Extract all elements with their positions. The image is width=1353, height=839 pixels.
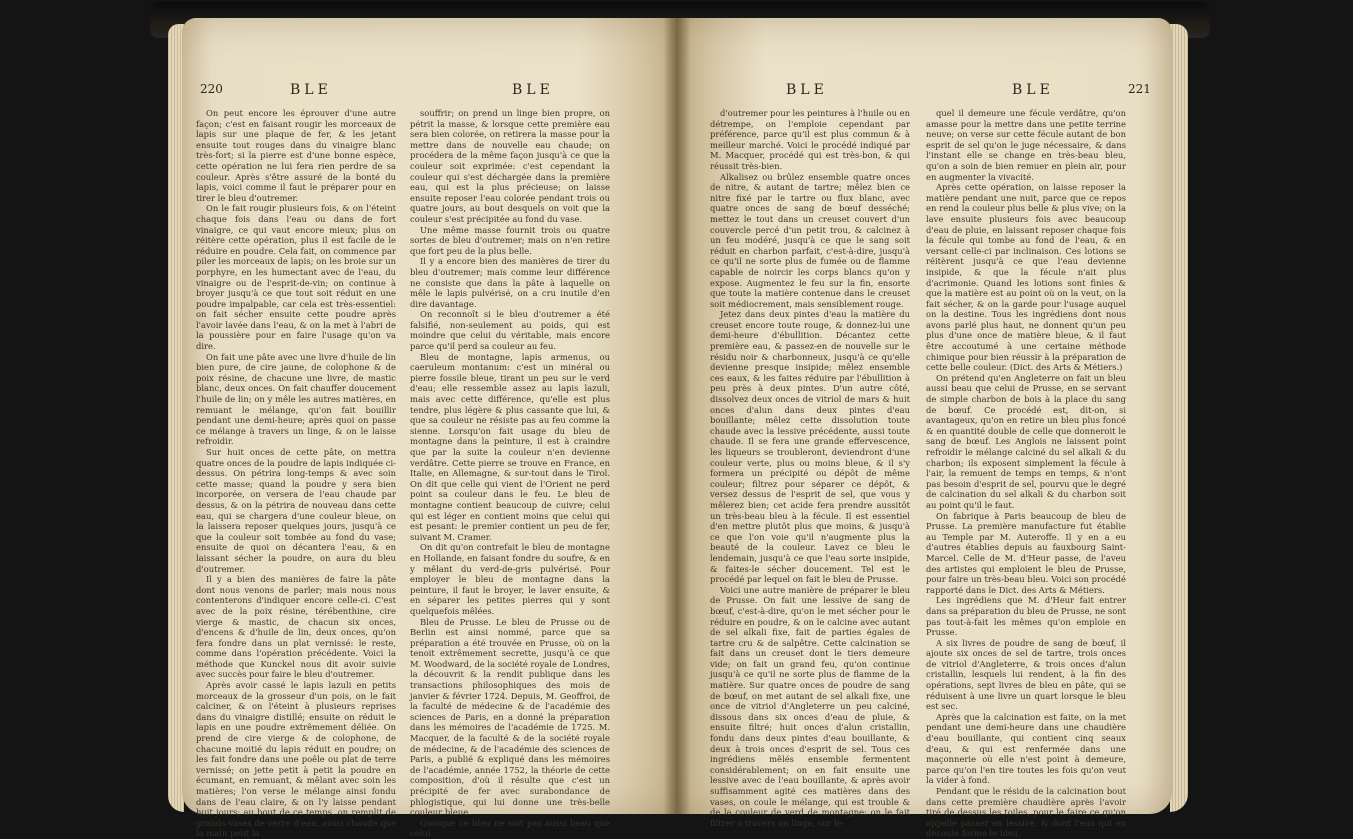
paragraph: Quoique ce bleu ne soit pas aussi beau que celui bbox=[410, 817, 610, 839]
paragraph: Après avoir cassé le lapis lazuli en petits morceaux de la grosseur d'un pois, on le fait calciner, & on l'éteint à plusieurs reprises dans du vinaigre distillé; ensuite on réduit le lapis en une poudre extrêmement déliée. On prend de cire vierge & de colophone, de chacune moitié du lapis réduit en poudre; on les fait fondre dans une poêle ou plat de terre vernissé; on jette petit à petit la poudre en écumant, en remuant, & mêlant avec soin les matières; l'on verse le mélange ainsi fondu dans de l'eau claire, & on l'y laisse pendant huit jours; au bout de ce temps, on remplit de grands vases de verre d'eau, aussi chaude que la main peut la bbox=[196, 680, 396, 839]
paragraph: Après cette opération, on laisse reposer la matière pendant une nuit, parce que ce repos en rend la couleur plus belle & plus vive; on la lave ensuite plusieurs fois avec beaucoup d'eau de pluie, en laissant reposer chaque fois la fécule qui tombe au fond de l'eau, & en versant celle-ci par inclinaison. Ces lotions se réitèrent jusqu'à ce que l'eau devienne insipide, & que la fécule n'ait plus d'acrimonie. Quand les lotions sont finies & que la matière est au point où on la veut, on la fait sécher, & on la garde pour l'usage auquel on la destine. Tous les ingrédiens dont nous avons parlé plus haut, ne donnent qu'un peu plus d'une once de matière bleue, & il faut être accoutumé à une certaine méthode chimique pour bien réussir à la préparation de cette belle couleur. (Dict. des Arts & Métiers.) bbox=[926, 182, 1126, 373]
paragraph: On peut encore les éprouver d'une autre façon; c'est en faisant rougir les morceaux de lapis sur une plaque de fer, & les jetant ensuite tout rouges dans du vinaigre blanc très-fort; si la pierre est d'une bonne espèce, cette opération ne lui fera rien perdre de sa couleur. Après s'être assuré de la bonté du lapis, voici comme il faut le préparer pour en tirer le bleu d'outremer. bbox=[196, 108, 396, 203]
right-page-edges bbox=[1170, 24, 1188, 812]
right-running-header-1: BLE bbox=[786, 82, 828, 98]
left-column-1 bbox=[196, 108, 396, 839]
book-gutter bbox=[664, 18, 690, 814]
paragraph: Bleu de montagne, lapis armenus, ou caeruleum montanum: c'est un minéral ou pierre fossile bleue, tirant un peu sur le verd d'eau; elle ressemble assez au lapis lazuli, mais avec cette différence, qu'elle est plus tendre, plus légère & plus cassante que lui, & que sa couleur ne résiste pas au feu comme la sienne. Lorsqu'on fait usage du bleu de montagne dans la peinture, il est à craindre que par la suite la couleur n'en devienne verdâtre. Cette pierre se trouve en France, en Italie, en Allemagne, & sur-tout dans le Tirol. On dit que celle qui vient de l'Orient ne perd point sa couleur dans le feu. Le bleu de montagne contient beaucoup de cuivre; celui qui est léger en contient moins que celui qui est pesant: le premier contient un peu de fer, suivant M. Cramer. bbox=[410, 351, 610, 542]
paragraph: On le fait rougir plusieurs fois, & on l'éteint chaque fois dans l'eau ou dans de fort vinaigre, ce qui vaut encore mieux; plus on réitère cette opération, plus il est facile de le réduire en poudre. Cela fait, on commence par piler les morceaux de lapis; on les broie sur un porphyre, en les humectant avec de l'eau, du vinaigre ou de l'esprit-de-vin; on continue à broyer jusqu'à ce que tout soit réduit en une poudre impalpable, car cela est très-essentiel: on fait sécher ensuite cette poudre après l'avoir lavée dans l'eau, & on la met à l'abri de la poussière pour en faire l'usage qu'on va dire. bbox=[196, 203, 396, 352]
paragraph: On dit qu'on contrefait le bleu de montagne en Hollande, en faisant fondre du soufre, & en y mêlant du verd-de-gris pulvérisé. Pour employer le bleu de montagne dans la peinture, il faut le broyer, le laver ensuite, & en séparer les petites pierres qui y sont quelquefois mêlées. bbox=[410, 542, 610, 616]
paragraph: Il y a bien des manières de faire la pâte dont nous venons de parler; mais nous nous contenterons d'indiquer encore celle-ci. C'est avec de la poix résine, térébenthine, cire vierge & mastic, de chacun six onces, d'encens & d'huile de lin, deux onces, qu'on fera fondre dans un plat vernissé: le reste, comme dans l'opération précédente. Voici la méthode que Kunckel nous dit avoir suivie avec succès pour faire le bleu d'outremer. bbox=[196, 574, 396, 680]
paragraph: On reconnoît si le bleu d'outremer a été falsifié, non-seulement au poids, qui est moindre que celui du véritable, mais encore parce qu'il perd sa couleur au feu. bbox=[410, 309, 610, 352]
right-page-number: 221 bbox=[1128, 82, 1151, 96]
paragraph: Sur huit onces de cette pâte, on mettra quatre onces de la poudre de lapis indiquée ci-dessus. On pétrira long-temps & avec soin cette masse; quand la poudre y sera bien incorporée, on versera de l'eau chaude par dessus, & on la pétrira de nouveau dans cette eau, qui se chargera d'une couleur bleue, on la laissera reposer quelques jours, jusqu'à ce que la couleur soit tombée au fond du vase; ensuite de quoi on décantera l'eau, & en laissant sécher la poudre, on aura du bleu d'outremer. bbox=[196, 447, 396, 574]
paragraph: Bleu de Prusse. Le bleu de Prusse ou de Berlin est ainsi nommé, parce que sa préparation a été trouvée en Prusse, où on la tenoit extrêmement secrette, jusqu'à ce que M. Woodward, de la société royale de Londres, la découvrit & la rendit publique dans les transactions philosophiques des mois de janvier & février 1724. Depuis, M. Geoffroi, de la faculté de médecine & de l'académie des sciences de Paris, en a donné la préparation dans les mémoires de l'académie de 1725. M. Macquer, de la faculté & de la société royale de médecine, & de l'académie des sciences de Paris, a publié & expliqué dans les mémoires de l'académie, année 1752, la théorie de cette composition, d'où il résulte que c'est un précipité de fer avec surabondance de phlogistique, qui lui donne une très-belle couleur bleue. bbox=[410, 616, 610, 818]
paragraph: quel il demeure une fécule verdâtre, qu'on amasse pour la mettre dans une petite terrine neuve; on verse sur cette fécule autant de bon esprit de sel qu'on le juge nécessaire, & dans l'instant elle se change en très-beau bleu, qu'on a soin de bien remuer en plein air, pour en augmenter la vivacité. bbox=[926, 108, 1126, 182]
left-running-header-1: BLE bbox=[290, 82, 332, 98]
paragraph: Alkalisez ou brûlez ensemble quatre onces de nitre, & autant de tartre; mêlez bien ce nitre fixé par le tartre ou flux blanc, avec quatre onces de sang de bœuf desséché; mettez le tout dans un creuset couvert d'un couvercle percé d'un petit trou, & calcinez à un feu modéré, jusqu'à ce que le sang soit réduit en charbon parfait, c'est-à-dire, jusqu'à ce qu'il ne sorte plus de fumée ou de flamme capable de noircir les corps blancs qu'on y expose. Augmentez le feu sur la fin, ensorte que toute la matière contenue dans le creuset soit médiocrement, mais sensiblement rouge. bbox=[710, 171, 910, 309]
paragraph: souffrir; on prend un linge bien propre, on pétrit la masse, & lorsque cette première eau sera bien colorée, on retirera la masse pour la mettre dans de nouvelle eau chaude; on procédera de la même façon jusqu'à ce que la couleur soit exprimée: c'est cependant la couleur qui s'est déchargée dans la première eau, qui est la plus précieuse; on laisse ensuite reposer l'eau colorée pendant trois ou quatre jours, au bout desquels on voit que la couleur s'est précipitée au fond du vase. bbox=[410, 108, 610, 224]
paragraph: On fabrique à Paris beaucoup de bleu de Prusse. La première manufacture fut établie au Temple par M. Auteroffe. Il y en a eu d'autres établies depuis au fauxbourg Saint-Marcel. Celle de M. d'Heur passe, de l'aveu des artistes qui emploient le bleu de Prusse, pour faire un très-beau bleu. Voici son procédé rapporté dans le Dict. des Arts & Métiers. bbox=[926, 510, 1126, 595]
left-page-number: 220 bbox=[200, 82, 223, 96]
right-page bbox=[676, 18, 1172, 839]
left-page bbox=[182, 18, 678, 839]
paragraph: Les ingrédiens que M. d'Heur fait entrer dans sa préparation du bleu de Prusse, ne sont pas tout-à-fait les mêmes qu'on emploie en Prusse. bbox=[926, 595, 1126, 638]
paragraph: d'outremer pour les peintures à l'huile ou en détrempe, on l'emploie cependant par préférence, parce qu'il est plus commun & à meilleur marché. Voici le procédé indiqué par M. Macquer, procédé qui est très-bon, & qui réussit très-bien. bbox=[710, 108, 910, 171]
paragraph: Il y a encore bien des manières de tirer du bleu d'outremer; mais comme leur différence ne consiste que dans la pâte à laquelle on mêle le lapis pulvérisé, on a cru inutile d'en dire davantage. bbox=[410, 256, 610, 309]
paragraph: Une même masse fournit trois ou quatre sortes de bleu d'outremer; mais on n'en retire que fort peu de la plus belle. bbox=[410, 224, 610, 256]
paragraph: On fait une pâte avec une livre d'huile de lin bien pure, de cire jaune, de colophone & de poix résine, de chacune une livre, de mastic blanc, deux onces. On fait chauffer doucement l'huile de lin; on y mêle les autres matières, en remuant le mélange, qu'on fait bouillir pendant une demi-heure; après quoi on passe ce mélange à travers un linge, & on le laisse refroidir. bbox=[196, 351, 396, 447]
paragraph: On prétend qu'en Angleterre on fait un bleu aussi beau que celui de Prusse, en se servant de simple charbon de bois à la place du sang de bœuf. Ce procédé est, dit-on, si avantageux, qu'on en retire un bleu plus foncé & en quantité double de celle que donneroit le sang de bœuf. Les Anglois ne laissent point refroidir le mélange calciné du sel alkali & du charbon; ils exposent simplement la fécule à l'air, la remuent de temps en temps, & n'ont pas besoin d'esprit de sel, pourvu que le degré de calcination du sel alkali & du charbon soit au point qu'il le faut. bbox=[926, 372, 1126, 510]
paragraph: A six livres de poudre de sang de bœuf, il ajoute six onces de sel de tartre, trois onces de vitriol d'Angleterre, & trois onces d'alun cristallin, lesquels lui rendent, à la fin des opérations, sept livres de bleu en pâte, qui se réduisent à une livre un quart lorsque le bleu est sec. bbox=[926, 637, 1126, 712]
right-running-header-2: BLE bbox=[1012, 82, 1054, 98]
left-running-header-2: BLE bbox=[512, 82, 554, 98]
paragraph: Pendant que le résidu de la calcination bout dans cette première chaudière après l'avoir tiré de dessus les toiles, pour le faire ce qu'on appelle passer en lessive, & dont l'eau qui en découle forme le bleu, bbox=[926, 786, 1126, 839]
left-column-2 bbox=[410, 108, 610, 839]
right-column-2 bbox=[926, 108, 1126, 839]
paragraph: Jetez dans deux pintes d'eau la matière du creuset encore toute rouge, & donnez-lui une demi-heure d'ébullition. Décantez cette première eau, & passez-en de nouvelle sur le résidu noir & charbonneux, jusqu'à ce qu'elle devienne presque insipide; mêlez ensemble ces eaux, & les faites réduire par l'ébullition à peu près à deux pintes. D'un autre côté, dissolvez deux onces de vitriol de mars & huit onces d'alun dans deux pintes d'eau bouillante; mêlez cette dissolution toute chaude avec la lessive précédente, aussi toute chaude. Il se fera une grande effervescence, les liqueurs se troubleront, deviendront d'une couleur verte, plus ou moins bleue, & il s'y formera un précipité ou dépôt de même couleur; filtrez pour séparer ce dépôt, & versez dessus de l'esprit de sel, que vous y mêlerez bien; cet acide fera prendre aussitôt un très-beau bleu à la fécule. Il est essentiel d'en mettre plutôt plus que moins, & jusqu'à ce que l'on voie qu'il n'augmente plus la beauté de la couleur. Lavez ce bleu le lendemain, jusqu'à ce que l'eau sorte insipide, & faites-le sécher doucement. Tel est le procédé par lequel on fait le bleu de Prusse. bbox=[710, 309, 910, 585]
right-column-1 bbox=[710, 108, 910, 828]
paragraph: Voici une autre manière de préparer le bleu de Prusse. On fait une lessive de sang de bœuf, c'est-à-dire, qu'on le met sécher pour le réduire en poudre, & on le calcine avec autant de sel alkali fixe, fait de parties égales de tartre cru & de salpêtre. Cette calcination se fait dans un creuset dont le tiers demeure vide; on fait un grand feu, qu'on continue jusqu'à ce qu'il ne sorte plus de flamme de la matière. Sur quatre onces de poudre de sang de bœuf, on met autant de sel alkali fixe, une once de vitriol d'Angleterre un peu calciné, dissous dans six onces d'eau de pluie, & ensuite filtré; huit onces d'alun cristallin, fondu dans deux pintes d'eau bouillante, & deux à trois onces d'esprit de sel. Tous ces ingrédiens mêlés ensemble fermentent considérablement; on en fait ensuite une lessive avec de l'eau bouillante, & après avoir suffisamment agité ces matières dans des vases, on coule le mélange, qui est trouble & de la couleur de verd de montagne; on le fait filtrer à travers un linge, sur le- bbox=[710, 584, 910, 828]
paragraph: Après que la calcination est faite, on la met pendant une demi-heure dans une chaudière d'eau bouillante, qui contient cinq seaux d'eau, & qui est renfermée dans une maçonnerie où elle n'est point à demeure, parce qu'on l'en tire toutes les fois qu'on veut la vider à fond. bbox=[926, 711, 1126, 786]
